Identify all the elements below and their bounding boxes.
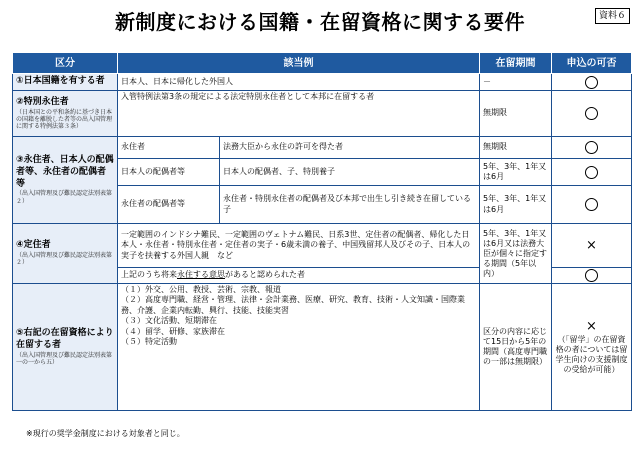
header-period: 在留期間 [480,53,552,74]
header-row [13,53,632,74]
eligibility-cell [552,74,632,91]
example-cell: 永住者・特別永住者の配偶者及び本邦で出生し引き続き在留している子 [220,186,480,224]
eligibility-cell [552,91,632,137]
category-label: ③永住者、日本人の配偶者等、永住者の配偶者等 [16,155,114,189]
period-cell: 無期限 [480,91,552,137]
eligibility-cell [552,186,632,224]
category-note: （出入国管理及び難民認定法別表第２） [16,252,113,267]
category-cell [13,137,118,224]
footnote: ※現行の奨学金制度における対象者と同じ。 [26,429,185,438]
sub-prefix: 上記のうち将来 [121,270,177,280]
circle-mark-icon [585,269,598,282]
eligibility-cell [552,284,632,411]
activity-item: （１）外交、公用、教授、芸術、宗教、報道 [121,285,281,294]
requirements-table [12,52,632,411]
document-label: 資料６ [595,8,630,24]
category-cell [13,74,118,91]
cross-mark-icon: × [586,318,597,334]
circle-mark-icon [585,166,598,179]
activities-cell [118,284,480,411]
eligibility-note: （「留学」の在留資格の者については留学生向けの支援制度の受給が可能） [555,334,628,374]
table-row [13,224,632,268]
sub-label-cell: 永住者の配偶者等 [118,186,220,224]
period-cell: 無期限 [480,137,552,159]
cross-mark-icon: × [586,238,597,253]
activity-item: （４）留学、研修、家族滞在 [121,326,225,336]
category-label: ④定住者 [16,240,51,251]
example-cell: 日本人の配偶者、子、特別養子 [220,159,480,186]
eligibility-cell [552,137,632,159]
table-row [13,74,632,91]
sub-label-cell: 永住者 [118,137,220,159]
table-row [13,137,632,159]
period-cell: － [480,74,552,91]
circle-mark-icon [585,198,598,211]
period-cell: 5年、3年、1年又は6月又は法務大臣が個々に指定する期間（5年以内） [480,224,552,284]
example-cell: 日本人、日本に帰化した外国人 [118,74,480,91]
category-cell [13,224,118,284]
category-label: ②特別永住者 [16,96,69,107]
period-cell: 5年、3年、1年又は6月 [480,186,552,224]
category-note: （日本国との平和条約に基づき日本の国籍を離脱した者等の出入国管理に関する特例法第３条） [16,108,113,130]
activity-item: （２）高度専門職、経営・管理、法律・会計業務、医療、研究、教育、技術・人文知識・国際業務、介護、企業内転勤、興行、技能、技能実習 [121,295,465,315]
category-cell [13,91,118,137]
example-cell [118,268,480,284]
circle-mark-icon [585,107,598,120]
sub-suffix: があると認められた者 [225,270,305,280]
example-cell: 法務大臣から永住の許可を得た者 [220,137,480,159]
header-category: 区分 [13,53,118,74]
circle-mark-icon [585,76,598,89]
underlined-phrase: 永住する意思 [177,270,225,280]
page-title: 新制度における国籍・在留資格に関する要件 [115,10,525,34]
example-cell: 入管特例法第3条の規定による法定特別永住者として本邦に在留する者 [118,91,480,137]
category-cell [13,284,118,411]
eligibility-cell [552,159,632,186]
eligibility-cell [552,268,632,284]
activity-item: （３）文化活動、短期滞在 [121,316,217,326]
header-applicable: 該当例 [118,53,480,74]
period-cell: 区分の内容に応じて15日から5年の期間（高度専門職の一部は無期限） [480,284,552,411]
header-eligibility: 申込の可否 [552,53,632,74]
eligibility-cell [552,224,632,268]
table-row [13,91,632,137]
example-cell: 一定範囲のインドシナ難民、一定範囲のヴェトナム難民、日系3世、定住者の配偶者、帰化した日本人・永住者・特別永住者・定住者の実子・6歳未満の養子、中国残留邦人及びその子、日本人の実子を扶養する外国人親 など [118,224,480,268]
period-cell: 5年、3年、1年又は6月 [480,159,552,186]
table-row [13,284,632,411]
category-note: （出入国管理及び難民認定法別表第一の一から五） [16,351,113,366]
circle-mark-icon [585,141,598,154]
category-note: （出入国管理及び難民認定法別表第２） [16,190,113,205]
category-label: ⑤右記の在留資格により在留する者 [16,328,114,350]
activity-item: （５）特定活動 [121,336,177,346]
sub-label-cell: 日本人の配偶者等 [118,159,220,186]
category-label: ①日本国籍を有する者 [16,76,105,87]
